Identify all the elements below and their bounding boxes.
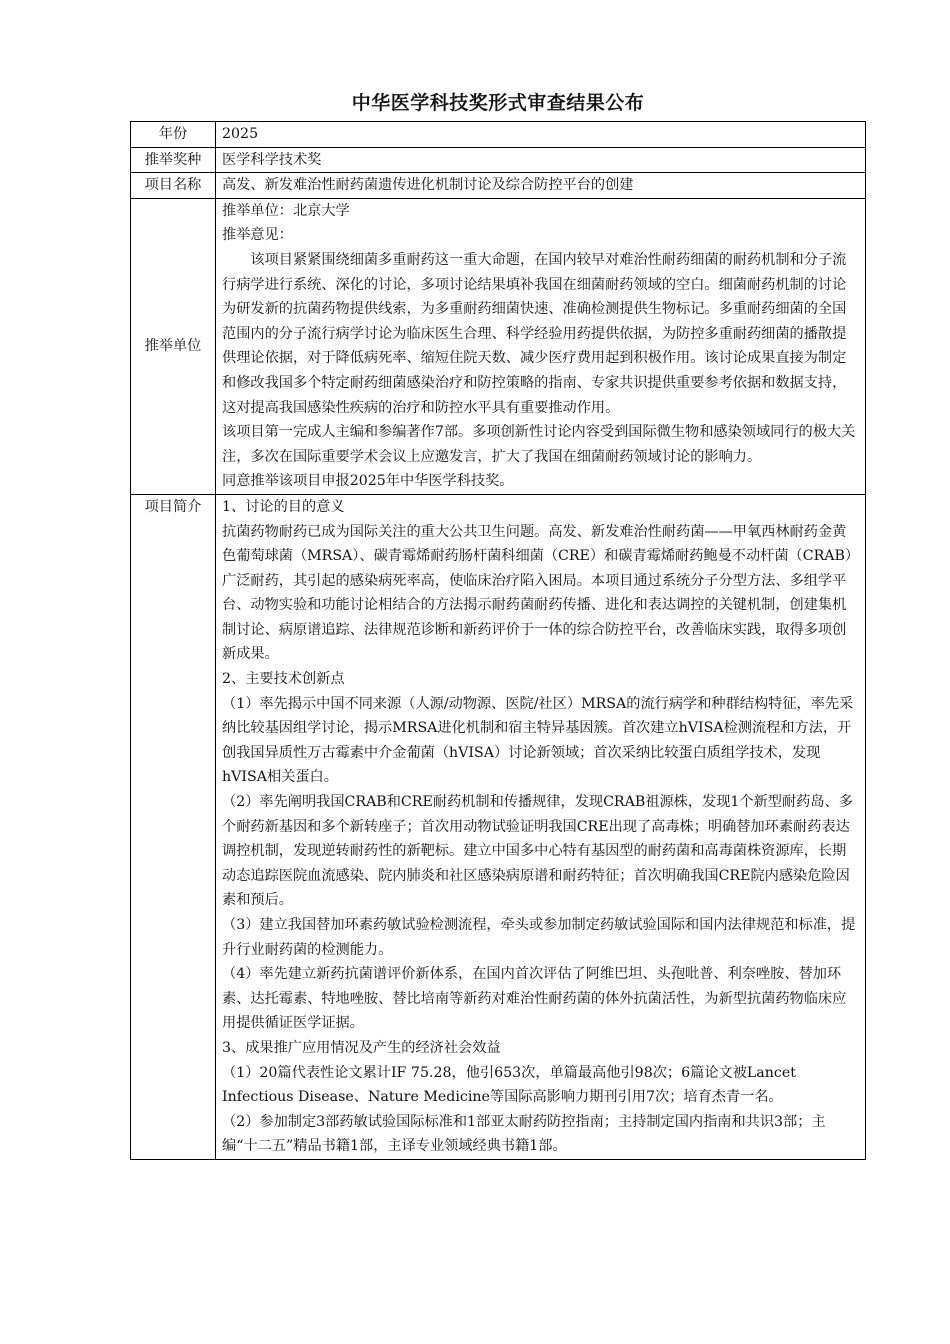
nominator-label: 推举单位 — [131, 198, 216, 494]
summary-content — [216, 494, 866, 1159]
nominator-content — [216, 198, 866, 494]
project-label: 项目名称 — [131, 173, 216, 199]
year-label: 年份 — [131, 122, 216, 148]
project-value: 高发、新发难治性耐药菌遗传进化机制讨论及综合防控平台的创建 — [216, 173, 866, 199]
opinion-paragraph-2: 该项目第一完成人主编和参编著作7部。多项创新性讨论内容受到国际微生物和感染领域同行的极大关注，多次在国际重要学术会议上应邀发言，扩大了我国在细菌耐药领域讨论的影响力。 — [222, 424, 856, 465]
review-table — [130, 121, 866, 1160]
effect-item-1: （1）20篇代表性论文累计IF 75.28，他引653次，单篇最高他引98次；6篇论文被Lancet Infectious Disease、Nature Medicine等国际高影响力期刊引用7次；培育杰青一名。 — [222, 1064, 796, 1106]
section-heading-2: 2、主要技术创新点 — [222, 671, 345, 688]
row-year — [131, 122, 866, 148]
summary-label: 项目简介 — [131, 494, 216, 1159]
section-heading-1: 1、讨论的目的意义 — [222, 498, 345, 515]
opinion-paragraph-1: 该项目紧紧围绕细菌多重耐药这一重大命题，在国内较早对难治性耐药细菌的耐药机制和分子流行病学进行系统、深化的讨论，多项讨论结果填补我国在细菌耐药领域的空白。细菌耐药机制的讨论为研发新的抗菌药物提供线索，为多重耐药细菌快速、准确检测提供生物标记。多重耐药细菌的全国范围内的分子流行病学讨论为临床医生合理、科学经验用药提供依据，为防控多重耐药细菌的播散提供理论依据，对于降低病死率、缩短住院天数、减少医疗费用起到积极作用。该讨论成果直接为制定和修改我国多个特定耐药细菌感染治疗和防控策略的指南、专家共识提供重要参考依据和数据支持，这对提高我国感染性疾病的治疗和防控水平具有重要推动作用。 — [222, 251, 847, 416]
innovation-item-2: （2）率先阐明我国CRAB和CRE耐药机制和传播规律，发现CRAB祖源株，发现1个新型耐药岛、多个耐药新基因和多个新转座子；首次用动物试验证明我国CRE出现了高毒株；明确替加环素耐药表达调控机制，发现逆转耐药性的新靶标。建立中国多中心特有基因型的耐药菌和高毒菌株资源库，长期动态追踪医院血流感染、院内肺炎和社区感染病原谱和耐药特征；首次明确我国CRE院内感染危险因素和预后。 — [222, 794, 853, 909]
row-award — [131, 147, 866, 173]
section-paragraph-1: 抗菌药物耐药已成为国际关注的重大公共卫生问题。高发、新发难治性耐药菌——甲氧西林耐药金黄色葡萄球菌（MRSA）、碳青霉烯耐药肠杆菌科细菌（CRE）和碳青霉烯耐药鲍曼不动杆菌（CRAB）广泛耐药，其引起的感染病死率高，使临床治疗陷入困局。本项目通过系统分子分型方法、多组学平台、动物实验和功能讨论相结合的方法揭示耐药菌耐药传播、进化和表达调控的关键机制，创建集机制讨论、病原谱追踪、法律规范诊断和新药评价于一体的综合防控平台，改善临床实践，取得多项创新成果。 — [222, 523, 853, 663]
row-summary — [131, 494, 866, 1159]
page-title: 中华医学科技奖形式审查结果公布 — [351, 92, 645, 114]
row-nominator — [131, 198, 866, 494]
year-value: 2025 — [216, 122, 866, 148]
opinion-paragraph-3: 同意推举该项目申报2025年中华医学科技奖。 — [222, 473, 514, 490]
innovation-item-4: （4）率先建立新药抗菌谱评价新体系，在国内首次评估了阿维巴坦、头孢吡普、利奈唑胺、替加环素、达托霉素、特地唑胺、替比培南等新药对难治性耐药菌的体外抗菌活性，为新型抗菌药物临床应用提供循证医学证据。 — [222, 966, 847, 1032]
opinion-label: 推举意见： — [222, 227, 293, 244]
nominator-unit: 推举单位：北京大学 — [222, 202, 350, 219]
innovation-item-1: （1）率先揭示中国不同来源（人源/动物源、医院/社区）MRSA的流行病学和种群结构特征，率先采纳比较基因组学讨论，揭示MRSA进化机制和宿主特异基因簇。首次建立hVISA检测流程和方法，开创我国异质性万古霉素中介金葡菌（hVISA）讨论新领域；首次采纳比较蛋白质组学技术，发现hVISA相关蛋白。 — [222, 695, 854, 786]
award-label: 推举奖种 — [131, 147, 216, 173]
section-heading-3: 3、成果推广应用情况及产生的经济社会效益 — [222, 1039, 501, 1056]
award-value: 医学科学技术奖 — [216, 147, 866, 173]
innovation-item-3: （3）建立我国替加环素药敏试验检测流程，牵头或参加制定药敏试验国际和国内法律规范和标准，提升行业耐药菌的检测能力。 — [222, 917, 856, 958]
effect-item-2: （2）参加制定3部药敏试验国际标准和1部亚太耐药防控指南；主持制定国内指南和共识3部；主编“十二五”精品书籍1部，主译专业领域经典书籍1部。 — [222, 1113, 826, 1155]
row-project — [131, 173, 866, 199]
